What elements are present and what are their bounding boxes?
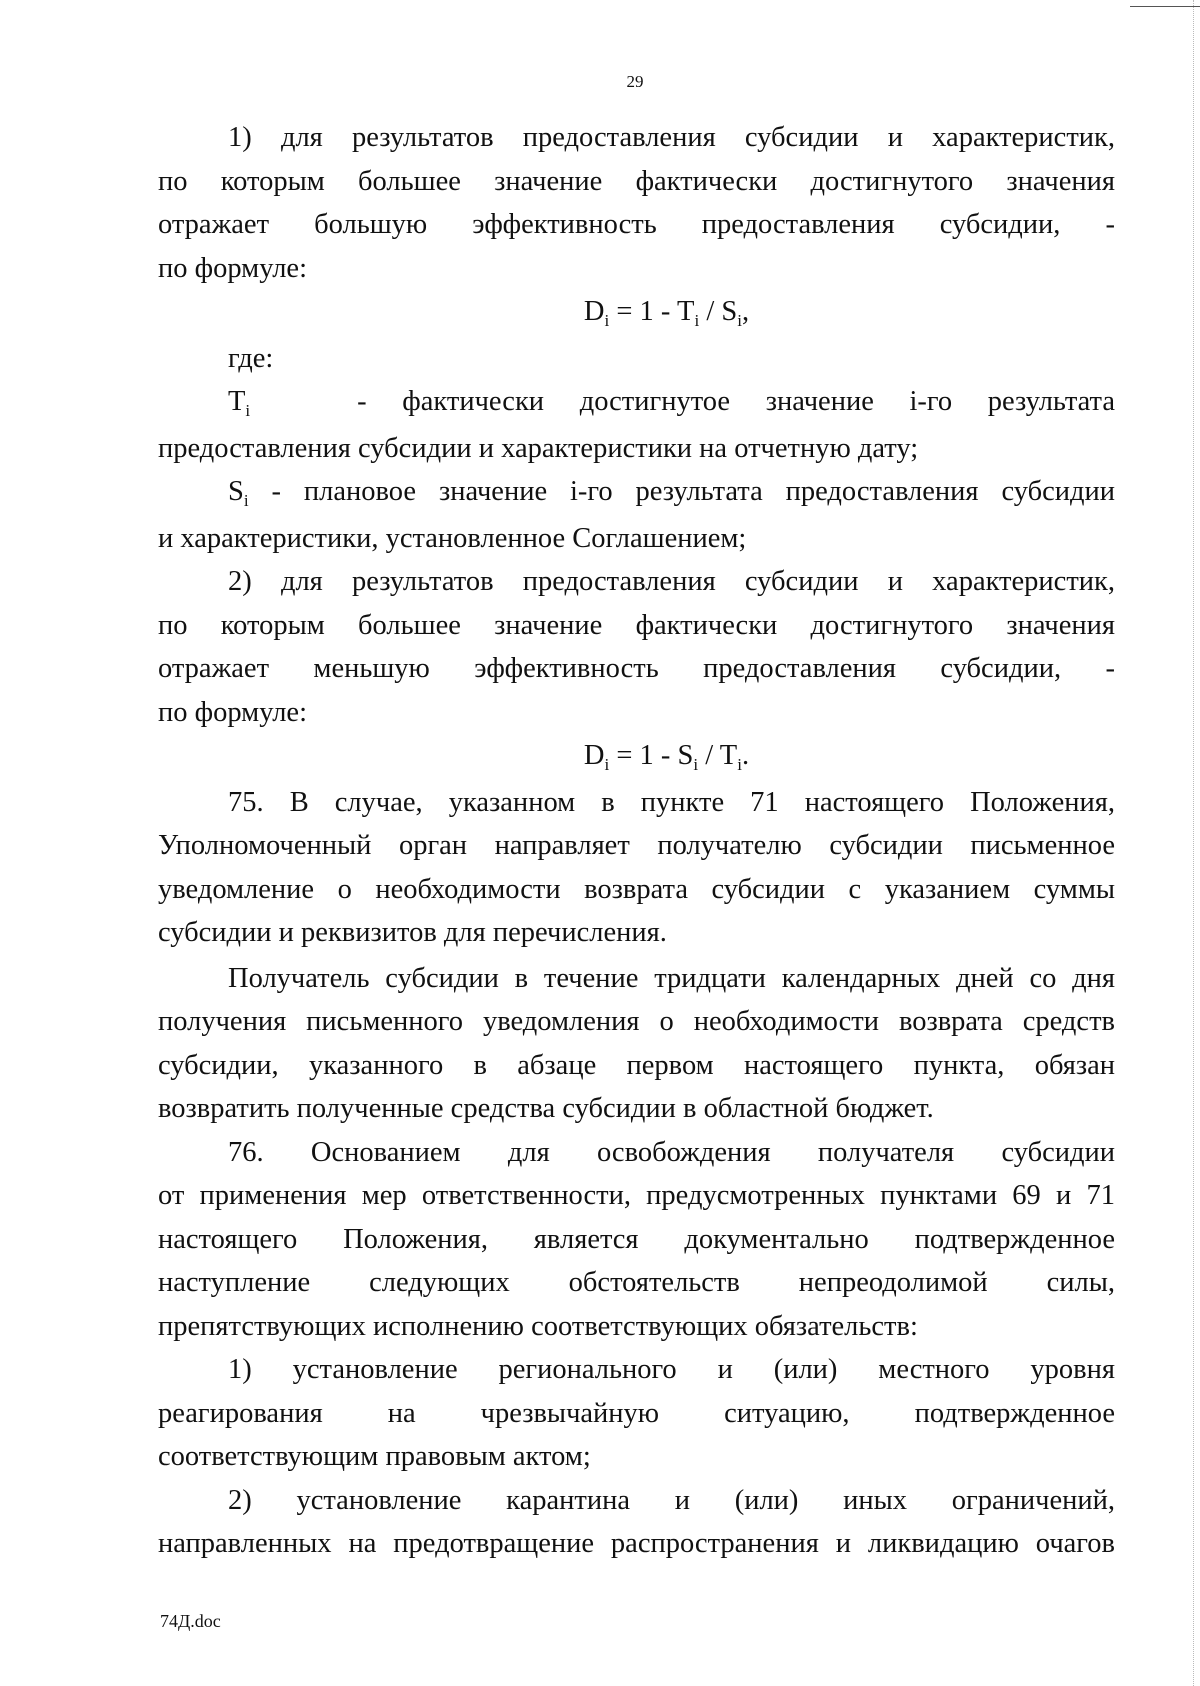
t-def-line2: предоставления субсидии и характеристики на отчетную дату; [158,432,919,464]
p2-line4: по формуле: [158,696,307,728]
p75b-line3: субсидии, указанного в абзаце первом настоящего пункта, обязан [158,1049,1115,1081]
p1-line1: 1) для результатов предоставления субсидии и характеристик, [228,122,1115,153]
p75b-line4: возвратить полученные средства субсидии в областной бюджет. [158,1093,934,1124]
scan-edge-right [1193,0,1194,1686]
p2-line2: по которым большее значение фактически достигнутого значения [158,609,1115,641]
item2-line1: 2) установление карантина и (или) иных ограничений, [228,1484,1115,1516]
footer-filename: 74Д.doc [160,1611,221,1631]
p76-line4: наступление следующих обстоятельств непреодолимой силы, [158,1267,1115,1298]
scan-edge-top [1130,0,1200,7]
formula-2: $D_i = 1 - S_i / T_i$. [583,740,750,774]
s-def-line1: $S_i$ - плановое значение i-го результата предоставления субсидии [228,476,1115,510]
p75-line4: субсидии и реквизитов для перечисления. [158,917,667,948]
document-body [158,116,1115,1566]
where-label: где: [228,342,274,374]
formula-1: $D_i = 1 - T_i / S_i$, [583,296,750,330]
p2-line1: 2) для результатов предоставления субсидии и характеристик, [228,566,1115,597]
p76-line3: настоящего Положения, является документально подтвержденное [158,1223,1115,1255]
p1-line2: по которым большее значение фактически достигнутого значения [158,165,1115,197]
p75b-line2: получения письменного уведомления о необходимости возврата средств [158,1006,1115,1037]
item2-line2: направленных на предотвращение распространения и ликвидацию очагов [158,1528,1115,1559]
p75-line3: уведомление о необходимости возврата субсидии с указанием суммы [158,873,1115,905]
item1-line1: 1) установление регионального и (или) местного уровня [228,1354,1115,1385]
p1-line4: по формуле: [158,252,307,284]
s-def-line2: и характеристики, установленное Соглашением; [158,522,747,554]
p76-line5: препятствующих исполнению соответствующих обязательств: [158,1310,918,1342]
t-def-line1: $T_i$ - фактически достигнутое значение i-го результата [228,386,1116,420]
p76-line1: 76. Основанием для освобождения получателя субсидии [228,1136,1115,1168]
item1-line2: реагирования на чрезвычайную ситуацию, подтвержденное [158,1397,1115,1429]
p75-line1: 75. В случае, указанном в пункте 71 настоящего Положения, [228,786,1115,818]
p76-line2: от применения мер ответственности, предусмотренных пунктами 69 и 71 [158,1180,1115,1211]
p75-line2: Уполномоченный орган направляет получателю субсидии письменное [158,830,1115,861]
page-number: 29 [626,72,644,91]
p2-line3: отражает меньшую эффективность предоставления субсидии, - [158,653,1115,684]
p1-line3: отражает большую эффективность предоставления субсидии, - [158,209,1115,240]
p75b-line1: Получатель субсидии в течение тридцати календарных дней со дня [228,962,1115,994]
item1-line3: соответствующим правовым актом; [158,1441,591,1472]
